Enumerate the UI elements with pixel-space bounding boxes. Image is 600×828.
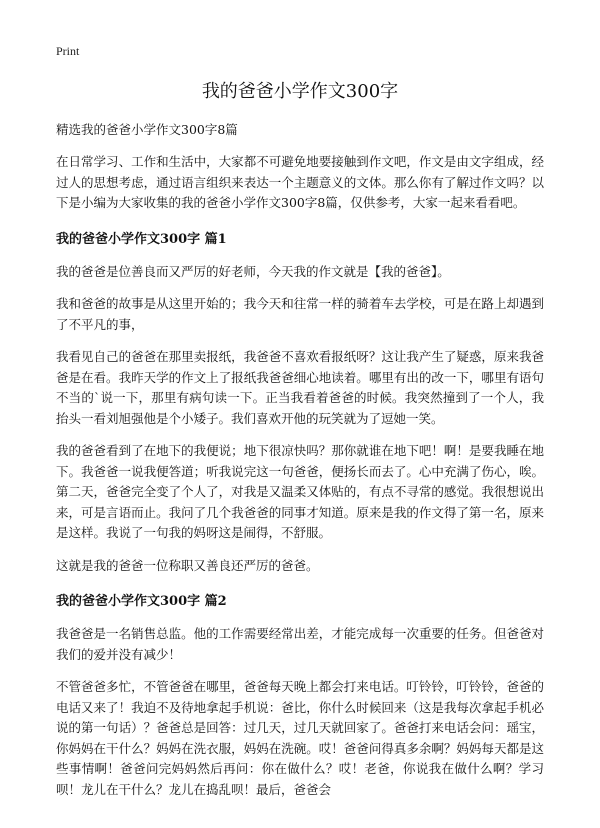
paragraph: 我的爸爸是位善良而又严厉的好老师，今天我的作文就是【我的爸爸】。 [56,263,450,279]
intro-paragraph: 在日常学习、工作和生活中，大家都不可避免地要接触到作文吧，作文是由文字组成，经过人的思想考虑，通过语言组织来表达一个主题意义的文体。那么你有了解过作文吗？以下是小编为大家收集的我的爸爸小学作文300字8篇，仅供参考，大家一起来看看吧。 [56,154,544,210]
section-heading: 我的爸爸小学作文300字 篇2 [56,594,227,609]
paragraph: 不管爸爸多忙，不管爸爸在哪里，爸爸每天晚上都会打来电话。叮铃铃，叮铃铃，爸爸的电话又来了！我迫不及待地拿起手机说：爸比，你什么时候回来（这是我每次拿起手机必说的第一句话）？爸爸总是回答：过几天，过几天就回家了。爸爸打来电话会问：瑶宝，你妈妈在干什么？妈妈在洗衣服，妈妈在洗碗。哎！爸爸问得真多余啊？妈妈每天都是这些事情啊！爸爸问完妈妈然后再问：你在做什么？哎！老爸，你说我在做什么啊？学习呗！龙儿在干什么？龙儿在捣乱呗！最后，爸爸会 [56,679,544,797]
paragraph: 我爸爸是一名销售总监。他的工作需要经常出差，才能完成每一次重要的任务。但爸爸对我们的爱并没有减少！ [56,626,544,662]
section-heading: 我的爸爸小学作文300字 篇1 [56,231,227,247]
document-subtitle: 精选我的爸爸小学作文300字8篇 [56,122,238,137]
paragraph: 我看见自己的爸爸在那里卖报纸，我爸爸不喜欢看报纸呀？这让我产生了疑惑，原来我爸爸是在看。我昨天学的作文上了报纸我爸爸细心地读着。哪里有出的改一下，哪里有语句不当的`说一下，那里有病句读一下。正当我看着爸爸的时候。我突然撞到了一个人，我抬头一看刘旭强他是个小矮子。我们喜欢开他的玩笑就为了逗她一笑。 [56,349,544,426]
paragraph: 这就是我的爸爸一位称职又善良还严厉的爸爸。 [56,557,319,573]
paragraph: 我的爸爸看到了在地下的我便说；地下很凉快吗？那你就谁在地下吧！啊！是要我睡在地下。我爸爸一说我便答道；听我说完这一句爸爸，便扬长而去了。心中充满了伤心，唉。第二天，爸爸完全变了个人了，对我是又温柔又体贴的，有点不寻常的感觉。我很想说出来，可是言语而止。我问了几个我爸爸的同事才知道。原来是我的作文得了第一名，原来是这样。我说了一句我的妈呀这是闹得，不舒服。 [56,443,544,540]
print-link[interactable]: Print [56,44,80,58]
document-title: 我的爸爸小学作文300字 [201,81,399,102]
paragraph: 我和爸爸的故事是从这里开始的；我今天和往常一样的骑着车去学校，可是在路上却遇到了不平凡的事， [56,296,544,332]
